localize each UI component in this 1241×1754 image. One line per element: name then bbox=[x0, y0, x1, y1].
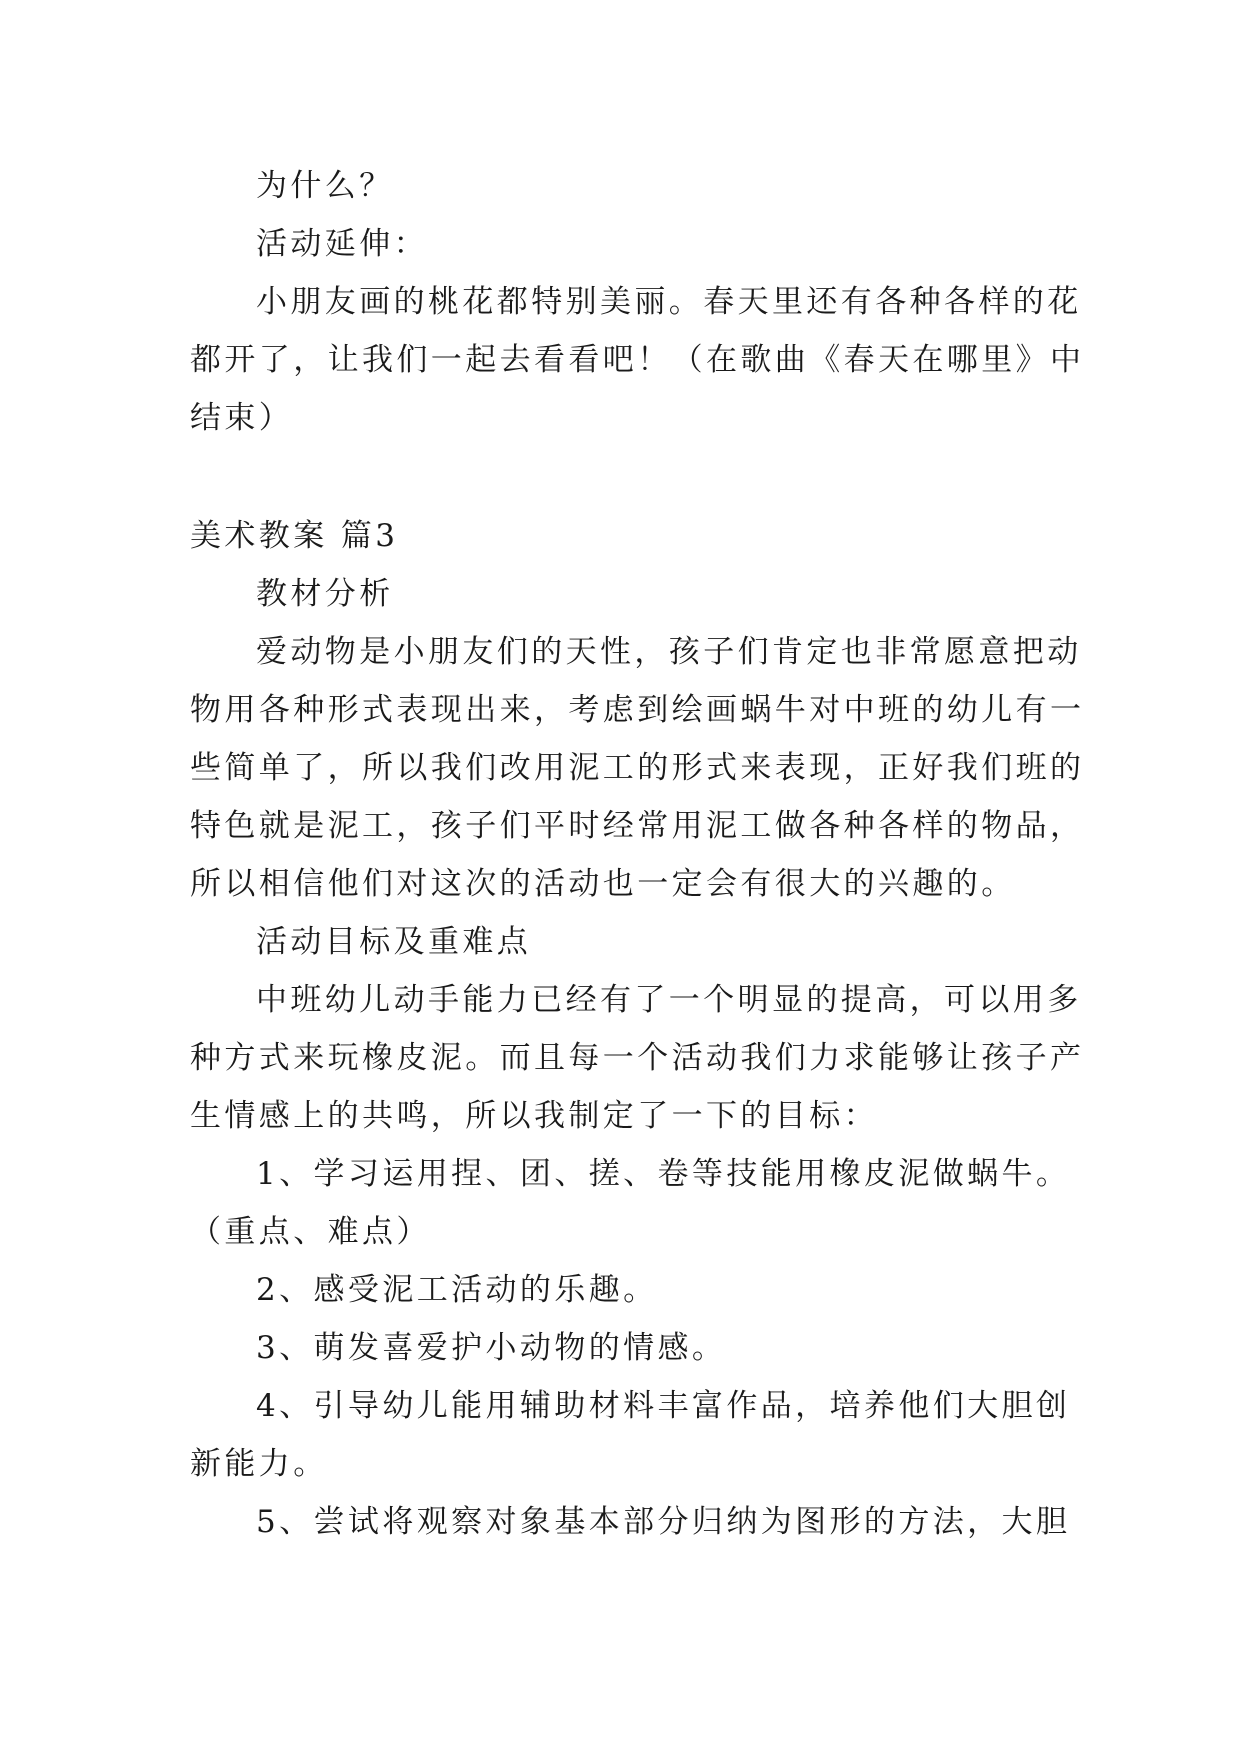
text-line-activity-extension: 活动延伸： bbox=[256, 226, 428, 262]
paragraph-line: 爱动物是小朋友们的天性，孩子们肯定也非常愿意把动 bbox=[256, 634, 1082, 670]
subheading-goals: 活动目标及重难点 bbox=[256, 924, 532, 960]
goal-item-3: 3、萌发喜爱护小动物的情感。 bbox=[256, 1330, 727, 1366]
paragraph-line: 中班幼儿动手能力已经有了一个明显的提高，可以用多 bbox=[256, 982, 1082, 1018]
goal-item-1-note: （重点、难点） bbox=[190, 1214, 431, 1250]
paragraph-line: 种方式来玩橡皮泥。而且每一个活动我们力求能够让孩子产 bbox=[190, 1040, 1085, 1076]
goal-item-4-continued: 新能力。 bbox=[190, 1446, 328, 1482]
goal-item-2: 2、感受泥工活动的乐趣。 bbox=[256, 1272, 658, 1308]
paragraph-line: 生情感上的共鸣，所以我制定了一下的目标： bbox=[190, 1098, 878, 1134]
paragraph-line: 些简单了，所以我们改用泥工的形式来表现，正好我们班的 bbox=[190, 750, 1085, 786]
paragraph-line: 所以相信他们对这次的活动也一定会有很大的兴趣的。 bbox=[190, 866, 1016, 902]
paragraph-line: 物用各种形式表现出来，考虑到绘画蜗牛对中班的幼儿有一 bbox=[190, 692, 1085, 728]
text-line-why: 为什么？ bbox=[256, 168, 394, 204]
paragraph-line: 小朋友画的桃花都特别美丽。春天里还有各种各样的花 bbox=[256, 284, 1082, 320]
paragraph-line: 特色就是泥工，孩子们平时经常用泥工做各种各样的物品， bbox=[190, 808, 1085, 844]
goal-item-1: 1、学习运用捏、团、搓、卷等技能用橡皮泥做蜗牛。 bbox=[256, 1156, 1071, 1192]
paragraph-line: 都开了，让我们一起去看看吧！（在歌曲《春天在哪里》中 bbox=[190, 342, 1085, 378]
subheading-material-analysis: 教材分析 bbox=[256, 576, 394, 612]
goal-item-5: 5、尝试将观察对象基本部分归纳为图形的方法，大胆 bbox=[256, 1504, 1071, 1540]
paragraph-line: 结束） bbox=[190, 400, 294, 436]
section-heading: 美术教案 篇3 bbox=[190, 518, 399, 554]
goal-item-4: 4、引导幼儿能用辅助材料丰富作品，培养他们大胆创 bbox=[256, 1388, 1071, 1424]
